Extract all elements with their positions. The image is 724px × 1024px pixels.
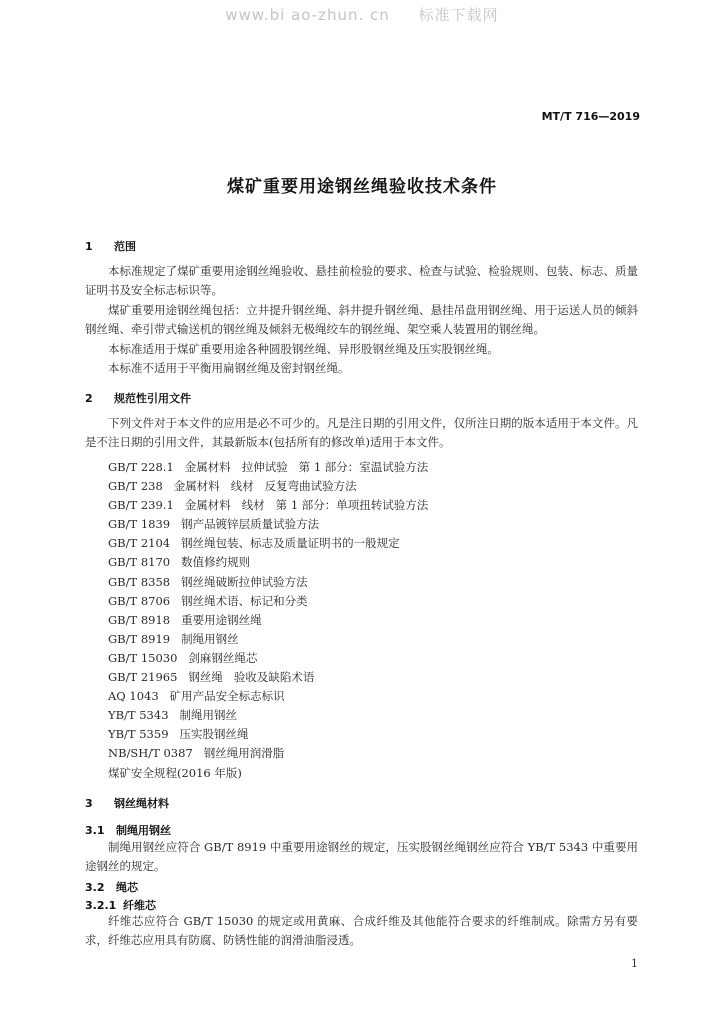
reference-item: YB/T 5359 压实股钢丝绳 xyxy=(108,727,249,742)
paragraph: 纤维芯应符合 GB/T 15030 的规定或用黄麻、合成纤维及其他能符合要求的纤维制成。除需方另有要求，纤维芯应用具有防腐、防锈性能的润滑油脂浸透。 xyxy=(85,914,638,947)
section-number: 1 xyxy=(85,240,93,253)
section-number: 2 xyxy=(85,392,93,405)
reference-item: GB/T 8706 钢丝绳术语、标记和分类 xyxy=(108,593,308,608)
section-title: 绳芯 xyxy=(116,881,138,894)
reference-item: GB/T 15030 剑麻钢丝绳芯 xyxy=(108,650,258,665)
section-title: 范围 xyxy=(114,240,136,253)
reference-item: YB/T 5343 制绳用钢丝 xyxy=(108,708,237,723)
reference-item: NB/SH/T 0387 钢丝绳用润滑脂 xyxy=(108,746,285,761)
reference-item: GB/T 1839 钢产品镀锌层质量试验方法 xyxy=(108,517,320,532)
reference-item: AQ 1043 矿用产品安全标志标识 xyxy=(108,689,285,704)
reference-item: GB/T 228.1 金属材料 拉伸试验 第 1 部分：室温试验方法 xyxy=(108,460,429,474)
paragraph: 下列文件对于本文件的应用是必不可少的。凡是注日期的引用文件，仅所注日期的版本适用于本文件。凡是不注日期的引用文件，其最新版本(包括所有的修改单)适用于本文件。 xyxy=(85,416,638,449)
section-title: 规范性引用文件 xyxy=(114,392,191,405)
section-title: 钢丝绳材料 xyxy=(114,797,169,810)
reference-item: GB/T 8358 钢丝绳破断拉伸试验方法 xyxy=(108,574,308,589)
section-3-1-heading xyxy=(85,822,171,838)
paragraph: 本标准规定了煤矿重要用途钢丝绳验收、悬挂前检验的要求、检查与试验、检验规则、包装、标志、质量证明书及安全标志标识等。 xyxy=(85,264,638,297)
section-title: 制绳用钢丝 xyxy=(116,824,171,837)
reference-item: 煤矿安全规程(2016 年版) xyxy=(108,765,242,780)
reference-item: GB/T 239.1 金属材料 线材 第 1 部分：单项扭转试验方法 xyxy=(108,498,429,513)
paragraph: 本标准不适用于平衡用扁钢丝绳及密封钢丝绳。 xyxy=(108,361,350,375)
reference-list xyxy=(108,458,428,783)
reference-item: GB/T 2104 钢丝绳包装、标志及质量证明书的一般规定 xyxy=(108,536,400,551)
watermark: www.bi ao-zhun. cn 标准下载网 xyxy=(225,6,499,24)
standard-number: MT/T 716—2019 xyxy=(541,110,640,123)
section-2-heading xyxy=(85,390,191,406)
section-number: 3 xyxy=(85,797,93,810)
reference-item: GB/T 8919 制绳用钢丝 xyxy=(108,631,239,646)
section-number: 3.2.1 xyxy=(85,899,117,912)
section-1-heading xyxy=(85,238,136,254)
section-number: 3.2 xyxy=(85,881,105,894)
page-number: 1 xyxy=(631,957,638,970)
reference-item: GB/T 238 金属材料 线材 反复弯曲试验方法 xyxy=(108,479,357,494)
paragraph: 制绳用钢丝应符合 GB/T 8919 中重要用途钢丝的规定，压实股钢丝绳钢丝应符合 YB/T 5343 中重要用途钢丝的规定。 xyxy=(85,840,638,873)
section-3-heading xyxy=(85,795,169,811)
reference-item: GB/T 8170 数值修约规则 xyxy=(108,555,251,570)
section-3-2-heading xyxy=(85,879,138,895)
reference-item: GB/T 8918 重要用途钢丝绳 xyxy=(108,612,262,627)
section-number: 3.1 xyxy=(85,824,105,837)
document-title: 煤矿重要用途钢丝绳验收技术条件 xyxy=(227,177,497,197)
section-title: 纤维芯 xyxy=(123,899,156,912)
reference-item: GB/T 21965 钢丝绳 验收及缺陷术语 xyxy=(108,670,315,685)
paragraph: 本标准适用于煤矿重要用途各种圆股钢丝绳、异形股钢丝绳及压实股钢丝绳。 xyxy=(108,342,499,356)
section-3-2-1-heading xyxy=(85,897,156,913)
paragraph: 煤矿重要用途钢丝绳包括：立井提升钢丝绳、斜井提升钢丝绳、悬挂吊盘用钢丝绳、用于运送人员的倾斜钢丝绳、牵引带式输送机的钢丝绳及倾斜无极绳绞车的钢丝绳、架空乘人装置用的钢丝绳。 xyxy=(85,303,638,336)
